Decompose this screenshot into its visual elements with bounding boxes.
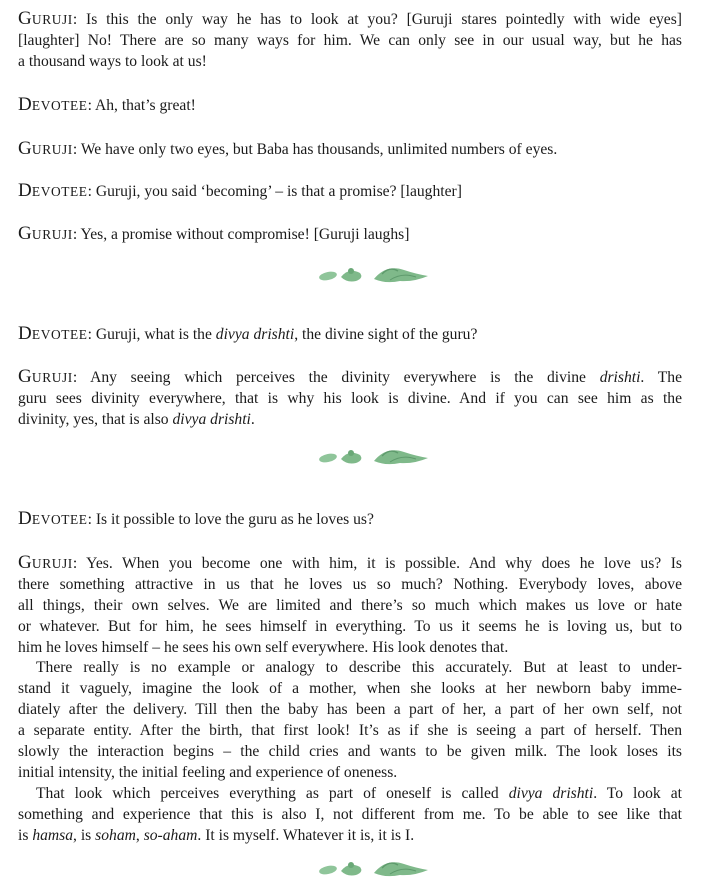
leaf-ornament-icon xyxy=(316,856,436,880)
text-line: stand it vaguely, imagine the look of a mother, when she looks at her newborn baby imme- xyxy=(18,680,682,697)
devotee-paragraph-3: DEVOTEE: Guruji, what is the divya drishti, the divine sight of the guru? xyxy=(18,323,478,344)
text-line: initial intensity, the initial feeling and experience of oneness. xyxy=(18,764,398,781)
text-line: guru sees divinity everywhere, that is why his look is divine. And if you can see him as the xyxy=(18,390,682,407)
text-line: him he loves himself – he sees his own self everywhere. His look denotes that. xyxy=(18,639,509,656)
speaker-initial: G xyxy=(18,138,32,159)
text-line: slowly the interaction begins – the child cries and wants to be given milk. The look loses its xyxy=(18,743,682,760)
leaf-ornament-icon xyxy=(316,444,436,468)
speaker-name: EVOTEE xyxy=(31,512,88,527)
guruji-paragraph-5: GURUJI: Yes. When you become one with him, it is possible. And why does he love us? Is there something attractive in us that he loves us so much? Nothing. Everybody loves, above all things, their own selves. We are limited and there’s so much which makes us love or hate or whatever. But for him, he sees himself in everything. To us it seems he is loving us, but to him he loves himself – he sees his own self everywhere. His look denotes that. xyxy=(18,552,682,656)
speaker-initial: D xyxy=(18,508,32,529)
guruji-paragraph-1 xyxy=(18,8,682,72)
speaker-name: EVOTEE xyxy=(31,327,88,342)
speaker-initial: G xyxy=(18,552,32,573)
speaker-initial: D xyxy=(18,180,32,201)
speaker-name: URUJI xyxy=(31,12,73,27)
text-line: [laughter] No! There are so many ways for him. We can only see in our usual way, but he has xyxy=(18,32,682,49)
speaker-initial: G xyxy=(18,223,32,244)
text-line: all things, their own selves. We are limited and there’s so much which makes us love or hate xyxy=(18,597,682,614)
guruji-paragraph-4: GURUJI: Any seeing which perceives the divinity everywhere is the divine drishti. The guru sees divinity everywhere, that is why his look is divine. And if you can see him as the divinity, yes, that is also divya drishti. xyxy=(18,366,683,428)
speaker-name: URUJI xyxy=(31,227,73,242)
speaker-initial: D xyxy=(18,323,32,344)
text-line: or whatever. But for him, he sees himself in everything. To us it seems he is loving us, but to xyxy=(18,618,682,635)
guruji-paragraph-2: GURUJI: We have only two eyes, but Baba has thousands, unlimited numbers of eyes. xyxy=(18,138,558,159)
text-line: There really is no example or analogy to describe this accurately. But at least to under- xyxy=(36,659,682,676)
speaker-name: URUJI xyxy=(31,142,73,157)
text-line: there something attractive in us that he loves us so much? Nothing. Everybody loves, above xyxy=(18,576,682,593)
text-line: GURUJI: Is this the only way he has to look at you? [Guruji stares pointedly with wide eyes] xyxy=(18,8,682,29)
devotee-paragraph-1: DEVOTEE: Ah, that’s great! xyxy=(18,94,196,115)
speaker-initial: D xyxy=(18,94,32,115)
body-paragraph-2: That look which perceives everything as part of oneself is called divya drishti. To look at something and experience that this is also I, not different from me. To be able to see like that is hamsa, is soham, so-aham. It is myself. Whatever it is, it is I. xyxy=(18,785,682,844)
devotee-paragraph-2: DEVOTEE: Guruji, you said ‘becoming’ – is that a promise? [laughter] xyxy=(18,180,462,201)
guruji-paragraph-3: GURUJI: Yes, a promise without compromise! [Guruji laughs] xyxy=(18,223,410,244)
speaker-initial: G xyxy=(18,8,32,29)
speaker-name: URUJI xyxy=(31,370,73,385)
speaker-initial: G xyxy=(18,366,32,387)
text-line: a thousand ways to look at us! xyxy=(18,53,207,70)
leaf-ornament-icon xyxy=(316,262,436,286)
body-paragraph-1 xyxy=(18,657,682,783)
devotee-paragraph-4: DEVOTEE: Is it possible to love the guru as he loves us? xyxy=(18,508,374,529)
text-line: diately after the delivery. Till then the baby has been a part of her, a part of her own self, not xyxy=(18,701,682,718)
speaker-name: EVOTEE xyxy=(31,98,88,113)
speaker-name: URUJI xyxy=(31,556,73,571)
text-line: something and experience that this is also I, not different from me. To be able to see like that xyxy=(18,806,682,823)
text-line: a separate entity. After the birth, that first look! It’s as if she is seeing a part of herself. Then xyxy=(18,722,682,739)
speaker-name: EVOTEE xyxy=(31,184,88,199)
